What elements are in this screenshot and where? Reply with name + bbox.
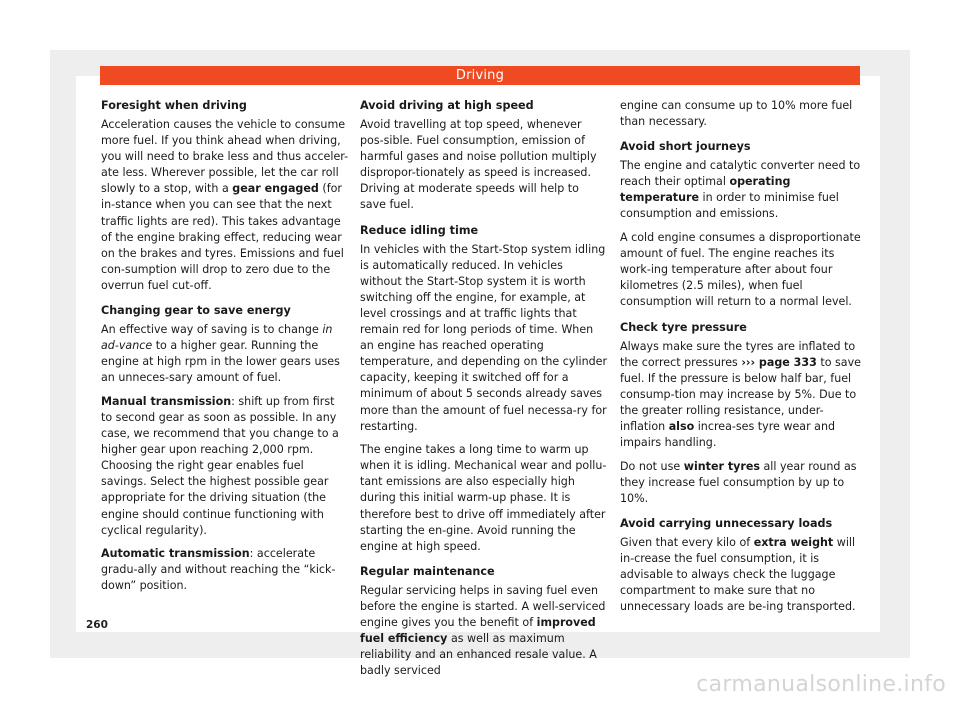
paragraph-automatic-transmission: Automatic transmission: accelerate gradu-ally and without reaching the “kick-down” position.: [101, 547, 336, 593]
watermark-text: carmanualsonline.info: [696, 672, 946, 697]
paragraph-warm-up: The engine takes a long time to warm up when it is idling. Mechanical wear and pollu-tant emissions are also especially high during this initial warm-up phase. It is therefore best to drive off immediately after starting the en-gine. Avoid running the engine at high speed.: [360, 443, 607, 553]
paragraph-high-speed: Avoid travelling at top speed, whenever pos-sible. Fuel consumption, emission of harmful gases and noise pollution multiply dispropor-tionately as speed is increased. Driving at moderate speeds will help to save fuel.: [360, 118, 597, 212]
heading-unnecessary-loads: Avoid carrying unnecessary loads: [620, 516, 833, 530]
section-header: Driving: [100, 66, 860, 85]
paragraph-idling: In vehicles with the Start-Stop system idling is automatically reduced. In vehicles without the Start-Stop system it is worth switching off the engine, for example, at level crossings and at traffic lights that remain red for long periods of time. When an engine has reached operating temperature, and depending on the cylinder capacity, keeping it switched off for a minimum of about 5 seconds already saves more than the amount of fuel necessa-ry for restarting.: [360, 242, 608, 433]
heading-changing-gear: Changing gear to save energy: [101, 304, 291, 318]
paragraph-short-journeys: The engine and catalytic converter need to reach their optimal operating temperature in order to minimise fuel consumption and emissions.: [620, 159, 861, 221]
paragraph-changing-gear: An effective way of saving is to change in ad-vance to a higher gear. Running the engine at high rpm in the lower gears uses an unneces-sary amount of fuel.: [101, 323, 340, 385]
heading-foresight: Foresight when driving: [101, 99, 247, 112]
text-column-middle: [360, 98, 608, 687]
heading-short-journeys: Avoid short journeys: [620, 140, 751, 154]
page-number: 260: [86, 619, 108, 631]
page-reference-link[interactable]: ››› page 333: [741, 355, 817, 369]
paragraph-maintenance: Regular servicing helps in saving fuel even before the engine is started. A well-serviced engine gives you the benefit of improved fuel efficiency as well as maximum reliability and an enhanced resale value. A badly serviced: [360, 583, 606, 678]
paragraph-tyre-pressure: Always make sure the tyres are inflated to the correct pressures ››› page 333 to save fuel. If the pressure is below half bar, fuel consump-tion may increase by 5%. Due to the greater rolling resistance, under-inflation also increa-ses tyre wear and impairs handling.: [620, 339, 861, 450]
paragraph-maintenance-cont: engine can consume up to 10% more fuel than necessary.: [620, 99, 853, 129]
text-column-left: [101, 98, 349, 602]
paragraph-manual-transmission: Manual transmission: shift up from first to second gear as soon as possible. In any case, we recommend that you change to a higher gear upon reaching 2,000 rpm. Choosing the right gear enables fuel savings. Select the highest possible gear appropriate for the driving situation (the engine should continue functioning with cyclical regularity).: [101, 394, 339, 537]
paragraph-foresight: Acceleration causes the vehicle to consume more fuel. If you think ahead when driving, you will need to brake less and thus acceler-ate less. Wherever possible, let the car roll slowly to a stop, with a gear engaged (for in-stance when you can see that the next traffic lights are red). This takes advantage of the engine braking effect, reducing wear on the brakes and tyres. Emissions and fuel con-sumption will drop to zero due to the overrun fuel cut-off.: [101, 118, 349, 292]
text-column-right: [620, 98, 868, 623]
paragraph-winter-tyres: Do not use winter tyres all year round as they increase fuel consumption by up to 10%.: [620, 459, 857, 505]
paragraph-cold-engine: A cold engine consumes a disproportionate amount of fuel. The engine reaches its work-ing temperature after about four kilometres (2.5 miles), when fuel consumption will return to a normal level.: [620, 231, 861, 309]
heading-tyre-pressure: Check tyre pressure: [620, 320, 747, 334]
heading-maintenance: Regular maintenance: [360, 564, 495, 578]
heading-high-speed: Avoid driving at high speed: [360, 99, 534, 112]
heading-idling: Reduce idling time: [360, 223, 479, 237]
paragraph-unnecessary-loads: Given that every kilo of extra weight will in-crease the fuel consumption, it is advisable to always check the luggage compartment to make sure that no unnecessary loads are be-ing transported.: [620, 535, 856, 614]
